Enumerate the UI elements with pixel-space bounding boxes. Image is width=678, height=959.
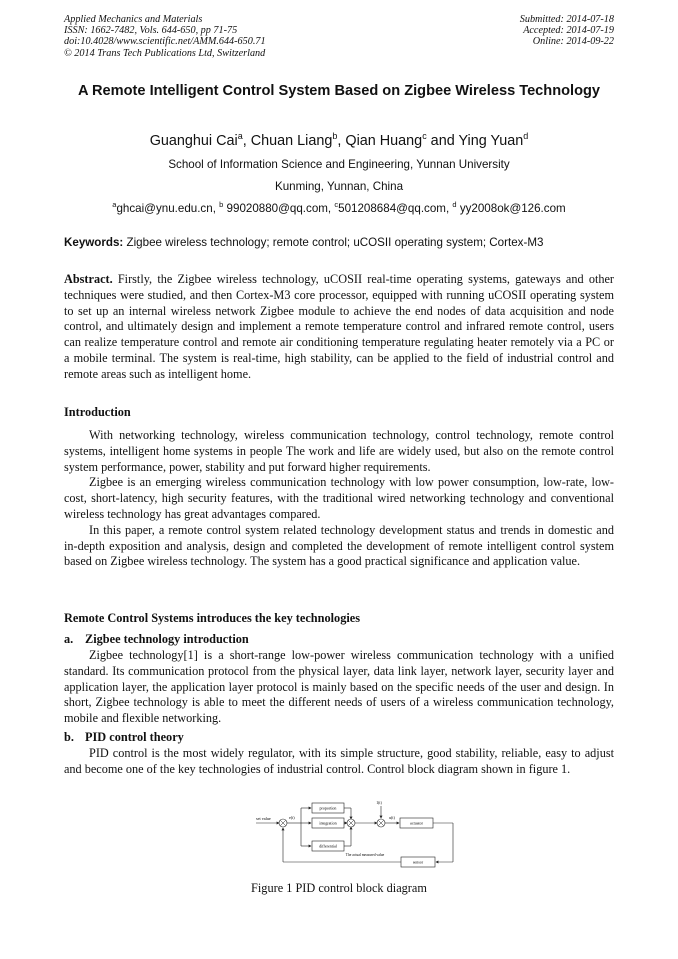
journal-doi: doi:10.4028/www.scientific.net/AMM.644-650.71 bbox=[64, 36, 266, 48]
author-name: Guanghui Cai bbox=[149, 132, 238, 149]
email-address[interactable]: yy2008ok@126.com bbox=[459, 201, 566, 215]
intro-heading: Introduction bbox=[64, 405, 131, 419]
affiliation-location: Kunming, Yunnan, China bbox=[274, 180, 404, 193]
subsection-label: b. bbox=[64, 730, 74, 744]
subsection-label: a. bbox=[64, 632, 74, 646]
author-emails: $^a$ghcai@ynu.edu.cn, $^b$ 99020880@qq.com, $^c$501208684@qq.com, $^d$ yy2008ok@126.com bbox=[112, 200, 566, 215]
author-sup: a bbox=[237, 131, 243, 141]
author-sup: b bbox=[332, 131, 338, 141]
author-name: Ying Yuan bbox=[458, 132, 524, 149]
subsection-b-body bbox=[64, 746, 614, 778]
integration-label: integration bbox=[319, 820, 337, 826]
abstract-text: Firstly, the Zigbee wireless technology, uCOSII real-time operating systems, gateways and other techniques were studied, and then Cortex-M3 core processor, equipped with running uCOSII operating system to set up an internal wireless network Zigbee module to achieve the end nodes of data acquisition and node control, and ultimately design and implement a remote temperature control and infrared remote control, users can realize temperature control and remote air conditioning temperature regulating heater remotely via a PC or a mobile terminal. The system is real-time, high stability, can be applied to the field of industrial control and remote areas such as intelligent home. bbox=[64, 272, 614, 381]
journal-copyright: © 2014 Trans Tech Publications Ltd, Switzerland bbox=[64, 47, 266, 59]
intro-paragraph: In this paper, a remote control system related technology development status and trends in domestic and in-depth exposition and analysis, design and completed the development of remote intelligent control system based on Zigbee wireless technology. The system has a good practical significance and application value. bbox=[64, 522, 614, 569]
sum-junction-2 bbox=[347, 819, 355, 827]
keywords bbox=[64, 236, 624, 249]
intro-paragraph: Zigbee is an emerging wireless communication technology with low power consumption, low-rate, low-cost, short-latency, high security features, with the traditional wired networking technology and conventional wireless technology has great advantages compared. bbox=[64, 475, 614, 521]
email-sup: d bbox=[452, 200, 457, 209]
author-sup: c bbox=[422, 131, 427, 141]
section-heading: Remote Control Systems introduces the key technologies bbox=[64, 611, 361, 625]
date-online: Online: 2014-09-22 bbox=[532, 36, 614, 48]
author-list: Guanghui Cai$^a$, Chuan Liang$^b$, Qian Huang$^c$ and Ying Yuan$^d$ bbox=[149, 131, 529, 149]
subsection-a-heading bbox=[64, 632, 249, 647]
subsection-b-heading bbox=[64, 730, 184, 745]
email-sup: b bbox=[219, 200, 224, 209]
disturbance-label: 1(t) bbox=[376, 801, 382, 805]
pid-block-diagram bbox=[255, 799, 460, 869]
subsection-title: Zigbee technology introduction bbox=[85, 632, 249, 646]
email-address[interactable]: 501208684@qq.com bbox=[338, 201, 446, 215]
journal-name: Applied Mechanics and Materials bbox=[64, 14, 203, 25]
affiliation-institution: School of Information Science and Engineering, Yunnan University bbox=[168, 158, 510, 171]
subsection-a-body bbox=[64, 648, 614, 727]
email-sup: a bbox=[112, 200, 117, 209]
journal-info bbox=[64, 14, 266, 59]
author-name: Qian Huang bbox=[345, 132, 423, 149]
zigbee-paragraph: Zigbee technology[1] is a short-range low-power wireless communication technology with a unified standard. Its communication protocol from the physical layer, data link layer, network layer, security layer and application layer, the application layer protocol is mainly based on the specific needs of the user and design. In short, Zigbee technology is able to meet the different needs of users of a wireless communication technology, mobile and flexible networking. bbox=[64, 648, 614, 726]
sensor-label: sensor bbox=[412, 859, 424, 865]
proportion-label: proportion bbox=[319, 805, 337, 811]
actuator-label: actuator bbox=[410, 820, 423, 826]
email-sup: c bbox=[334, 200, 339, 209]
differential-label: differential bbox=[319, 843, 337, 849]
author-sup: d bbox=[523, 131, 529, 141]
submission-dates bbox=[520, 14, 614, 48]
paper-title: A Remote Intelligent Control System Based on Zigbee Wireless Technology bbox=[77, 83, 601, 99]
error-label: e(t) bbox=[289, 815, 295, 820]
control-signal-label: u(t) bbox=[389, 815, 395, 820]
date-submitted: Submitted: 2014-07-18 bbox=[519, 14, 614, 25]
keywords-label: Keywords: bbox=[64, 236, 124, 249]
sum-junction-3 bbox=[377, 819, 385, 827]
email-address[interactable]: 99020880@qq.com bbox=[226, 201, 328, 215]
keywords-text: Zigbee wireless technology; remote control; uCOSII operating system; Cortex-M3 bbox=[126, 236, 544, 249]
subsection-title: PID control theory bbox=[85, 730, 184, 744]
pid-paragraph: PID control is the most widely regulator, with its simple structure, good stability, reliable, easy to adjust and become one of the key technologies of industrial control. Control block diagram shown in figure 1. bbox=[64, 746, 614, 776]
author-name: Chuan Liang bbox=[250, 132, 333, 149]
date-accepted: Accepted: 2014-07-19 bbox=[523, 25, 614, 37]
input-label: set value bbox=[256, 816, 271, 821]
sum-junction-1 bbox=[279, 819, 287, 827]
journal-issn: ISSN: 1662-7482, Vols. 644-650, pp 71-75 bbox=[64, 25, 238, 37]
abstract bbox=[64, 272, 614, 383]
intro-body bbox=[64, 428, 614, 570]
email-address[interactable]: ghcai@ynu.edu.cn bbox=[116, 201, 213, 215]
feedback-label: The actual measured value bbox=[345, 853, 385, 857]
intro-paragraph: With networking technology, wireless communication technology, control technology, remote control systems, intelligent home systems in people The work and life are widely used, but also on the remote control system performance, power, stability and put forward higher requirements. bbox=[64, 428, 614, 474]
abstract-label: Abstract. bbox=[64, 272, 113, 286]
figure-caption: Figure 1 PID control block diagram bbox=[251, 881, 427, 895]
